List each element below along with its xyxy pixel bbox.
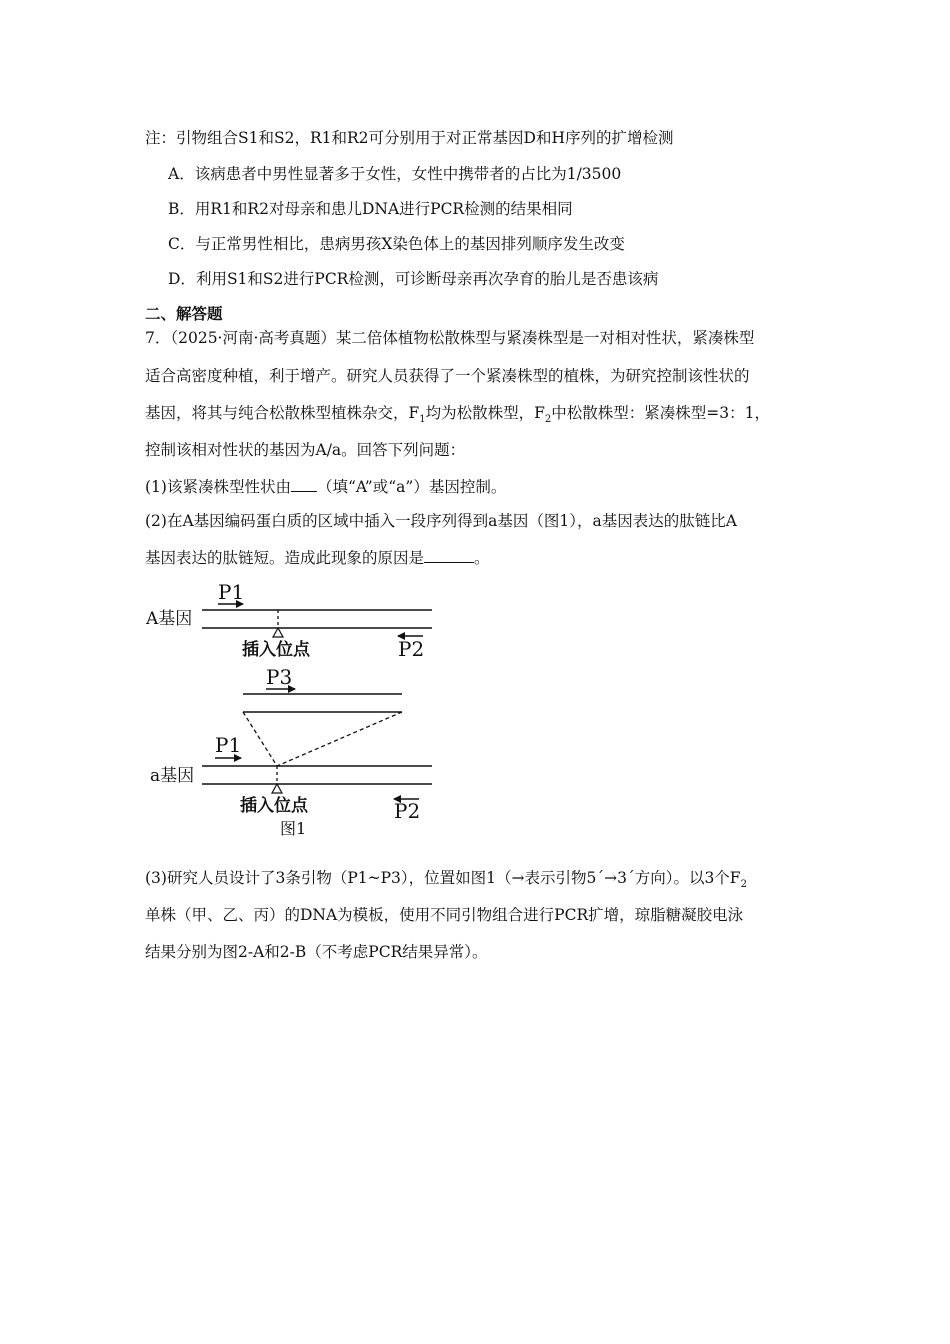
note-text: 注：引物组合S1和S2，R1和R2可分别用于对正常基因D和H序列的扩增检测: [145, 129, 674, 147]
q7-sub3-line-2: 单株（甲、乙、丙）的DNA为模板，使用不同引物组合进行PCR扩增，琼脂糖凝胶电泳: [145, 906, 744, 924]
insertion-triangle-icon: [273, 628, 283, 637]
option-letter: A．: [168, 165, 195, 183]
q1-text: (1)该紧凑株型性状由: [145, 478, 291, 496]
subscript-1: 1: [419, 414, 426, 426]
q2-text: 。: [474, 549, 490, 567]
insertion-site-label: 插入位点: [240, 796, 308, 816]
primer-p3-label: P3: [266, 665, 293, 689]
label-a-gene-lower: a基因: [150, 766, 195, 786]
insertion-site-label: 插入位点: [242, 640, 310, 660]
option-text: 与正常男性相比，患病男孩X染色体上的基因排列顺序发生改变: [195, 235, 625, 253]
q7-sub3-line-3: 结果分别为图2-A和2-B（不考虑PCR结果异常）。: [145, 943, 488, 961]
option-letter: B．: [168, 200, 195, 218]
insert-dash-right: [277, 712, 402, 766]
figure-caption: 图1: [280, 819, 307, 838]
q1-text: （填“A”或“a”）基因控制。: [316, 478, 507, 496]
insert-dash-left: [243, 712, 277, 766]
q7-line-2: 适合高密度种植，利于增产。研究人员获得了一个紧凑株型的植株，为研究控制该性状的: [145, 367, 750, 385]
option-text: 用R1和R2对母亲和患儿DNA进行PCR检测的结果相同: [194, 200, 573, 218]
q7-line-3-part: 中松散株型：紧凑株型=3：1，: [551, 404, 770, 422]
primer-p2-label: P2: [394, 799, 421, 823]
insertion-triangle-icon: [272, 784, 282, 793]
section-heading: 二、解答题: [145, 304, 223, 323]
q7-line-1: 7．（2025·河南·高考真题）某二倍体植物松散株型与紧凑株型是一对相对性状，紧凑株型: [145, 329, 755, 347]
option-letter: C．: [168, 235, 196, 253]
q7-sub2-line-1: (2)在A基因编码蛋白质的区域中插入一段序列得到a基因（图1），a基因表达的肽链比A: [145, 512, 737, 530]
subscript-2: 2: [740, 879, 747, 891]
option-text: 利用S1和S2进行PCR检测，可诊断母亲再次孕育的胎儿是否患该病: [195, 270, 659, 288]
label-a-gene-upper: A基因: [146, 609, 193, 629]
q2-text: 基因表达的肽链短。造成此现象的原因是: [145, 549, 425, 567]
option-text: 该病患者中男性显著多于女性，女性中携带者的占比为1/3500: [194, 165, 622, 183]
primer-p2-label: P2: [398, 637, 425, 661]
q7-line-4: 控制该相对性状的基因为A/a。回答下列问题：: [145, 441, 466, 459]
q7-line-3-part: 均为松散株型，F: [425, 404, 545, 422]
q3-text: (3)研究人员设计了3条引物（P1~P3），位置如图1（→表示引物5´→3´方向）。以3个F: [145, 869, 741, 887]
q7-line-3-part: 基因，将其与纯合松散株型植株杂交，F: [145, 404, 420, 422]
primer-p1-label: P1: [215, 733, 242, 757]
primer-p1-label: P1: [218, 580, 245, 604]
q7-sub3-line-1: [145, 868, 747, 891]
option-letter: D．: [168, 270, 196, 288]
subscript-2: 2: [544, 414, 552, 426]
